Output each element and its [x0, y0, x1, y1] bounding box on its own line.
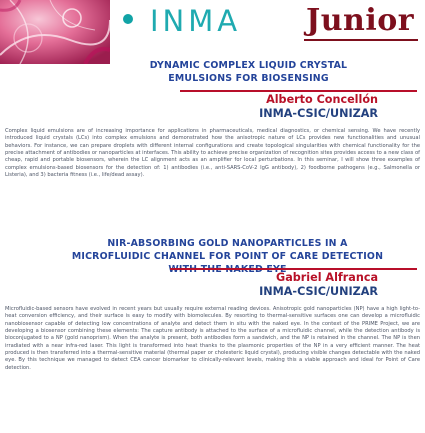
talk-title: NIR-ABSORBING GOLD NANOPARTICLES IN A MICROFLUIDIC CHANNEL FOR POINT OF CARE DETECTION — [71, 238, 384, 262]
junior-underline — [304, 39, 418, 41]
title-divider — [180, 90, 417, 92]
speaker-name: Alberto Concellón — [266, 93, 378, 106]
talk-abstract: Complex liquid emulsions are of increasing importance for applications in pharmaceuticals, medical diagnostics, or chemical sensing. We have recently introduced liquid crystals (LCs) into complex emulsions and demonstrated how the anisotropic nature of LCs provides new functionalities and unusual behaviors. For instance, we can prepare droplets with different internal configurations and create topological singularities with chemical functionality for the precise attachment of antibodies or nanoparticles at interfaces. This ability to achieve precise organization of recognition sites provides access to a new class of cheap, rapid and portable biosensors, wherein the LC alignment acts as an amplifier for local perturbations. In this seminar, I will show three examples of complex emulsions-based biosensors for the detection of: 1) antibodies (i.e., anti-SARS-CoV-2 IgG antibody), 2) foodborne pathogens (e.g., Salmonella or Listeria), and 3) bacteria fitness (i.e., life/dead assay). — [5, 128, 420, 179]
hero-artwork-image — [0, 0, 110, 64]
inma-logo-text: INMA — [150, 4, 242, 38]
title-divider — [170, 268, 417, 270]
talk-abstract: Microfluidic-based sensors have evolved in recent years but usually require external reading devices. Anisotropic gold nanoparticles (NP) have a high light-to-heat conversion efficiency, and their surface is easy to modify with biomolecules. By resorting to thermal-sensitive surfaces one can develop a microfluidic nanobiosensor capable of detecting low concentrations of analyte and detect them in situ with the naked eye. In the context of the PRIME Project, we are developing a biosensor combining these elements: The capture antibody is attached to the surface of a microfluidic channel, while the detection antibody is bioconjugated to a NP (gold nanoprism). When the analyte is present, both antibodies form a sandwich, and the NP is retained in the channel. The NP is then irradiated with a near infra-red laser. This light is transformed into heat thanks to the plasmonic properties of the NP in a very efficient manner. The heat produced is then transferred into a thermal-sensitive material (thermal paper or cholesteric liquid crystal), producing visible changes detectable with the naked eye. By this technique we managed to detect CEA cancer biomarker to clinically-relevant levels, making this a viable approach and ideal for Point of Care detection. — [5, 306, 420, 371]
junior-logo-text: Junior — [306, 3, 415, 38]
speaker-affiliation: INMA-CSIC/UNIZAR — [259, 107, 378, 120]
brand-dot-icon — [123, 14, 133, 24]
speaker-affiliation: INMA-CSIC/UNIZAR — [259, 285, 378, 298]
speaker-name: Gabriel Alfranca — [276, 271, 378, 284]
talk-title: DYNAMIC COMPLEX LIQUID CRYSTAL EMULSIONS FOR BIOSENSING — [149, 60, 348, 84]
